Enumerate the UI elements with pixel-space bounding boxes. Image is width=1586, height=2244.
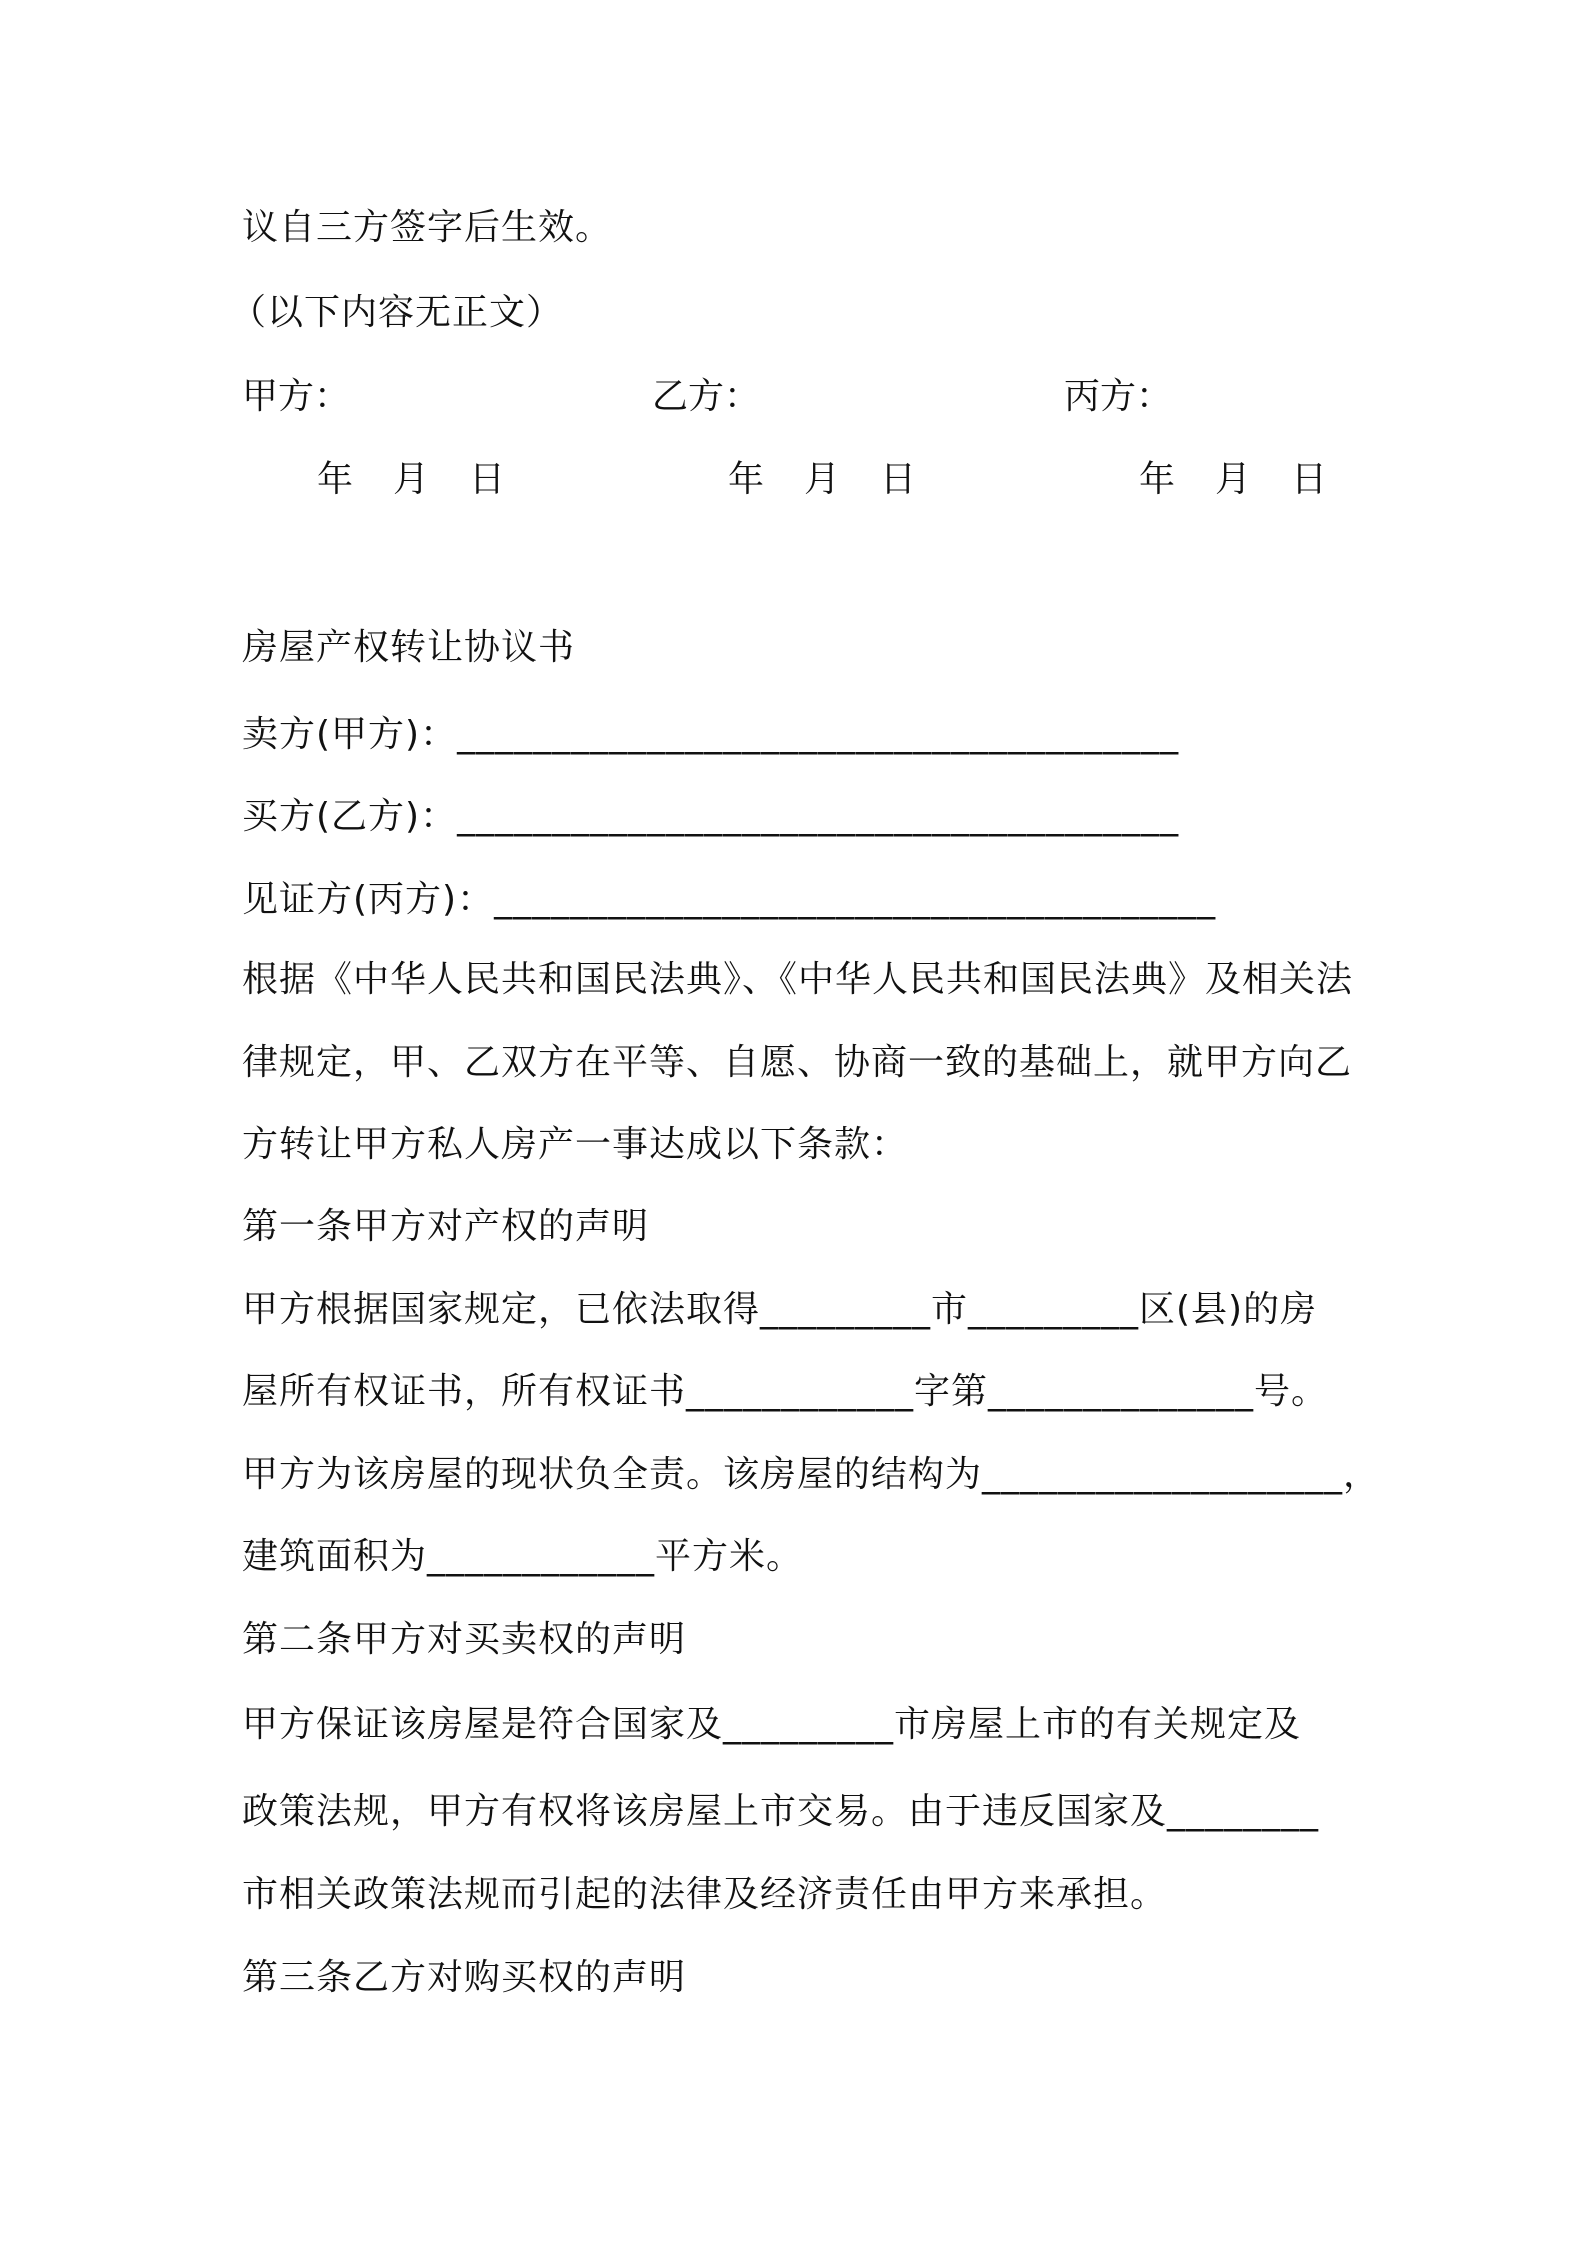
article-1-line-1: 甲方根据国家规定，已依法取得_________市_________区(县)的房 [242,1289,1318,1330]
intro-line-2: 律规定，甲、乙双方在平等、自愿、协商一致的基础上，就甲方向乙 [242,1042,1353,1083]
article-2-line-2: 政策法规，甲方有权将该房屋上市交易。由于违反国家及________ [242,1791,1320,1832]
intro-line-3: 方转让甲方私人房产一事达成以下条款： [242,1124,909,1165]
continuation-text: 议自三方签字后生效。 [242,207,613,248]
date-day: 日 [880,459,917,500]
article-3-title: 第三条乙方对购买权的声明 [242,1957,687,1998]
date-day: 日 [1291,459,1328,500]
article-2-line-3: 市相关政策法规而引起的法律及经济责任由甲方来承担。 [242,1874,1168,1915]
date-month: 月 [804,459,841,500]
date-month: 月 [1215,459,1252,500]
article-1-line-3: 甲方为该房屋的现状负全责。该房屋的结构为___________________， [242,1454,1381,1495]
article-1-line-2: 屋所有权证书，所有权证书____________字第______________号。 [242,1371,1329,1412]
buyer-line: 买方(乙方)：______________________________________ [242,796,1180,837]
date-month: 月 [393,459,430,500]
signature-party-b-label: 乙方： [652,376,761,417]
date-year: 年 [1139,459,1176,500]
article-2-title: 第二条甲方对买卖权的声明 [242,1619,687,1660]
date-year: 年 [728,459,765,500]
signature-party-c-date [1139,455,1327,505]
seller-line: 卖方(甲方)：______________________________________ [242,714,1180,755]
document-title: 房屋产权转让协议书 [242,627,576,668]
article-1-line-4: 建筑面积为____________平方米。 [242,1536,804,1577]
article-1-title: 第一条甲方对产权的声明 [242,1206,650,1247]
intro-line-1: 根据《中华人民共和国民法典》、《中华人民共和国民法典》及相关法 [242,959,1354,1000]
signature-party-b-date [728,455,916,505]
signature-party-a-label: 甲方： [242,376,351,417]
article-2-line-1: 甲方保证该房屋是符合国家及_________市房屋上市的有关规定及 [242,1704,1302,1745]
date-day: 日 [469,459,506,500]
no-text-note: （以下内容无正文） [230,292,564,333]
signature-party-a-date [317,455,505,505]
signature-party-c-label: 丙方： [1064,376,1173,417]
date-year: 年 [317,459,354,500]
witness-line: 见证方(丙方)：______________________________________ [242,879,1217,920]
